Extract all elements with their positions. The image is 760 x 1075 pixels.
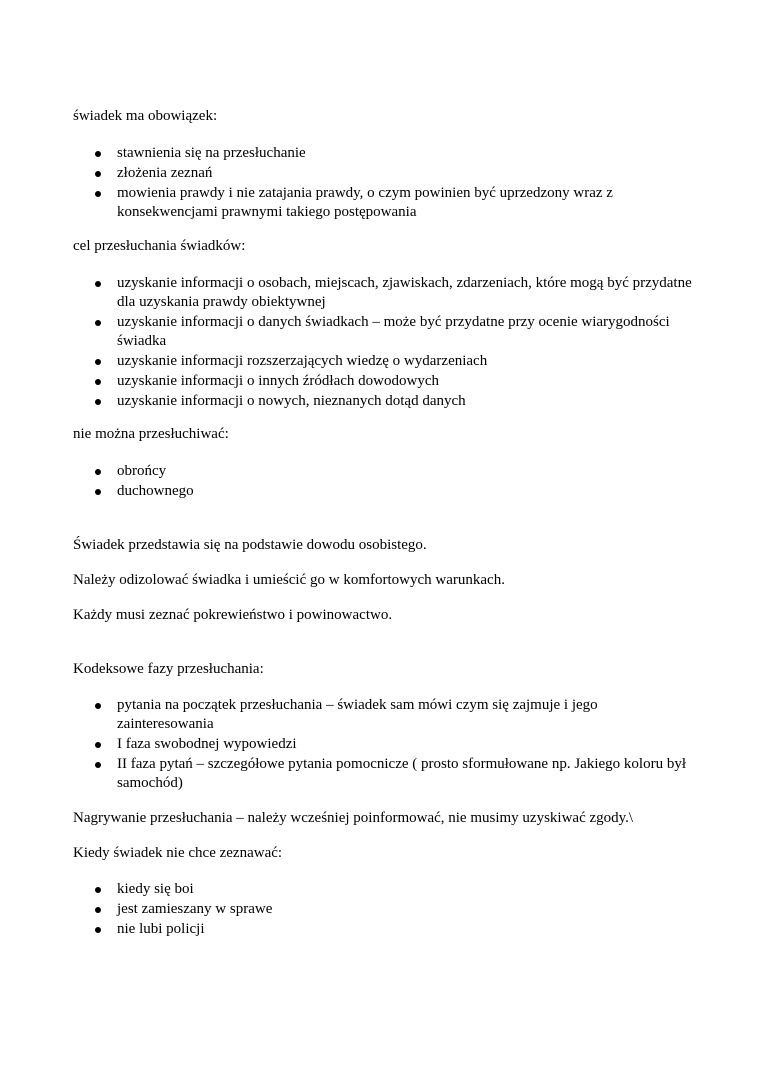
bullet-icon [95,469,101,475]
list-item: uzyskanie informacji o osobach, miejscach, zjawiskach, zdarzeniach, które mogą być przydatne dla uzyskania prawdy obiektywnej [73,274,693,312]
list-refusal-reasons [73,880,693,940]
list-cannot-interrogate [73,462,693,502]
paragraph-recording: Nagrywanie przesłuchania – należy wcześniej poinformować, nie musimy uzyskiwać zgody.\ [73,810,634,826]
bullet-icon [95,320,101,326]
bullet-icon [95,927,101,933]
list-item: uzyskanie informacji rozszerzających wiedzę o wydarzeniach [73,352,693,371]
heading-interrogation-goal: cel przesłuchania świadków: [73,238,246,254]
list-item: nie lubi policji [73,920,693,939]
list-item: uzyskanie informacji o danych świadkach – może być przydatne przy ocenie wiarygodności świadka [73,313,693,351]
list-witness-duties [73,144,693,223]
bullet-icon [95,399,101,405]
list-item: stawnienia się na przesłuchanie [73,144,693,163]
heading-refusal-reasons: Kiedy świadek nie chce zeznawać: [73,845,283,861]
list-interrogation-goal [73,274,693,412]
list-item: duchownego [73,482,693,501]
heading-witness-duties: świadek ma obowiązek: [73,108,218,124]
list-item: obrońcy [73,462,693,481]
list-item: jest zamieszany w sprawe [73,900,693,919]
bullet-icon [95,703,101,709]
list-item: złożenia zeznań [73,164,693,183]
bullet-icon [95,907,101,913]
list-item: mowienia prawdy i nie zatajania prawdy, o czym powinien być uprzedzony wraz z konsekwencjami prawnymi takiego postępowania [73,184,693,222]
heading-interrogation-phases: Kodeksowe fazy przesłuchania: [73,661,264,677]
bullet-icon [95,379,101,385]
list-item: uzyskanie informacji o nowych, nieznanych dotąd danych [73,392,693,411]
list-item: pytania na początek przesłuchania – świadek sam mówi czym się zajmuje i jego zainteresowania [73,696,693,734]
paragraph-kinship: Każdy musi zeznać pokrewieństwo i powinowactwo. [73,607,393,623]
paragraph-identity: Świadek przedstawia się na podstawie dowodu osobistego. [73,537,427,553]
bullet-icon [95,359,101,365]
bullet-icon [95,151,101,157]
list-item: kiedy się boi [73,880,693,899]
heading-cannot-interrogate: nie można przesłuchiwać: [73,426,229,442]
bullet-icon [95,762,101,768]
bullet-icon [95,742,101,748]
list-interrogation-phases [73,696,693,794]
list-item: I faza swobodnej wypowiedzi [73,735,693,754]
bullet-icon [95,281,101,287]
bullet-icon [95,887,101,893]
list-item: II faza pytań – szczegółowe pytania pomocnicze ( prosto sformułowane np. Jakiego koloru był samochód) [73,755,693,793]
list-item: uzyskanie informacji o innych źródłach dowodowych [73,372,693,391]
paragraph-isolation: Należy odizolować świadka i umieścić go w komfortowych warunkach. [73,572,505,588]
bullet-icon [95,171,101,177]
bullet-icon [95,489,101,495]
bullet-icon [95,191,101,197]
